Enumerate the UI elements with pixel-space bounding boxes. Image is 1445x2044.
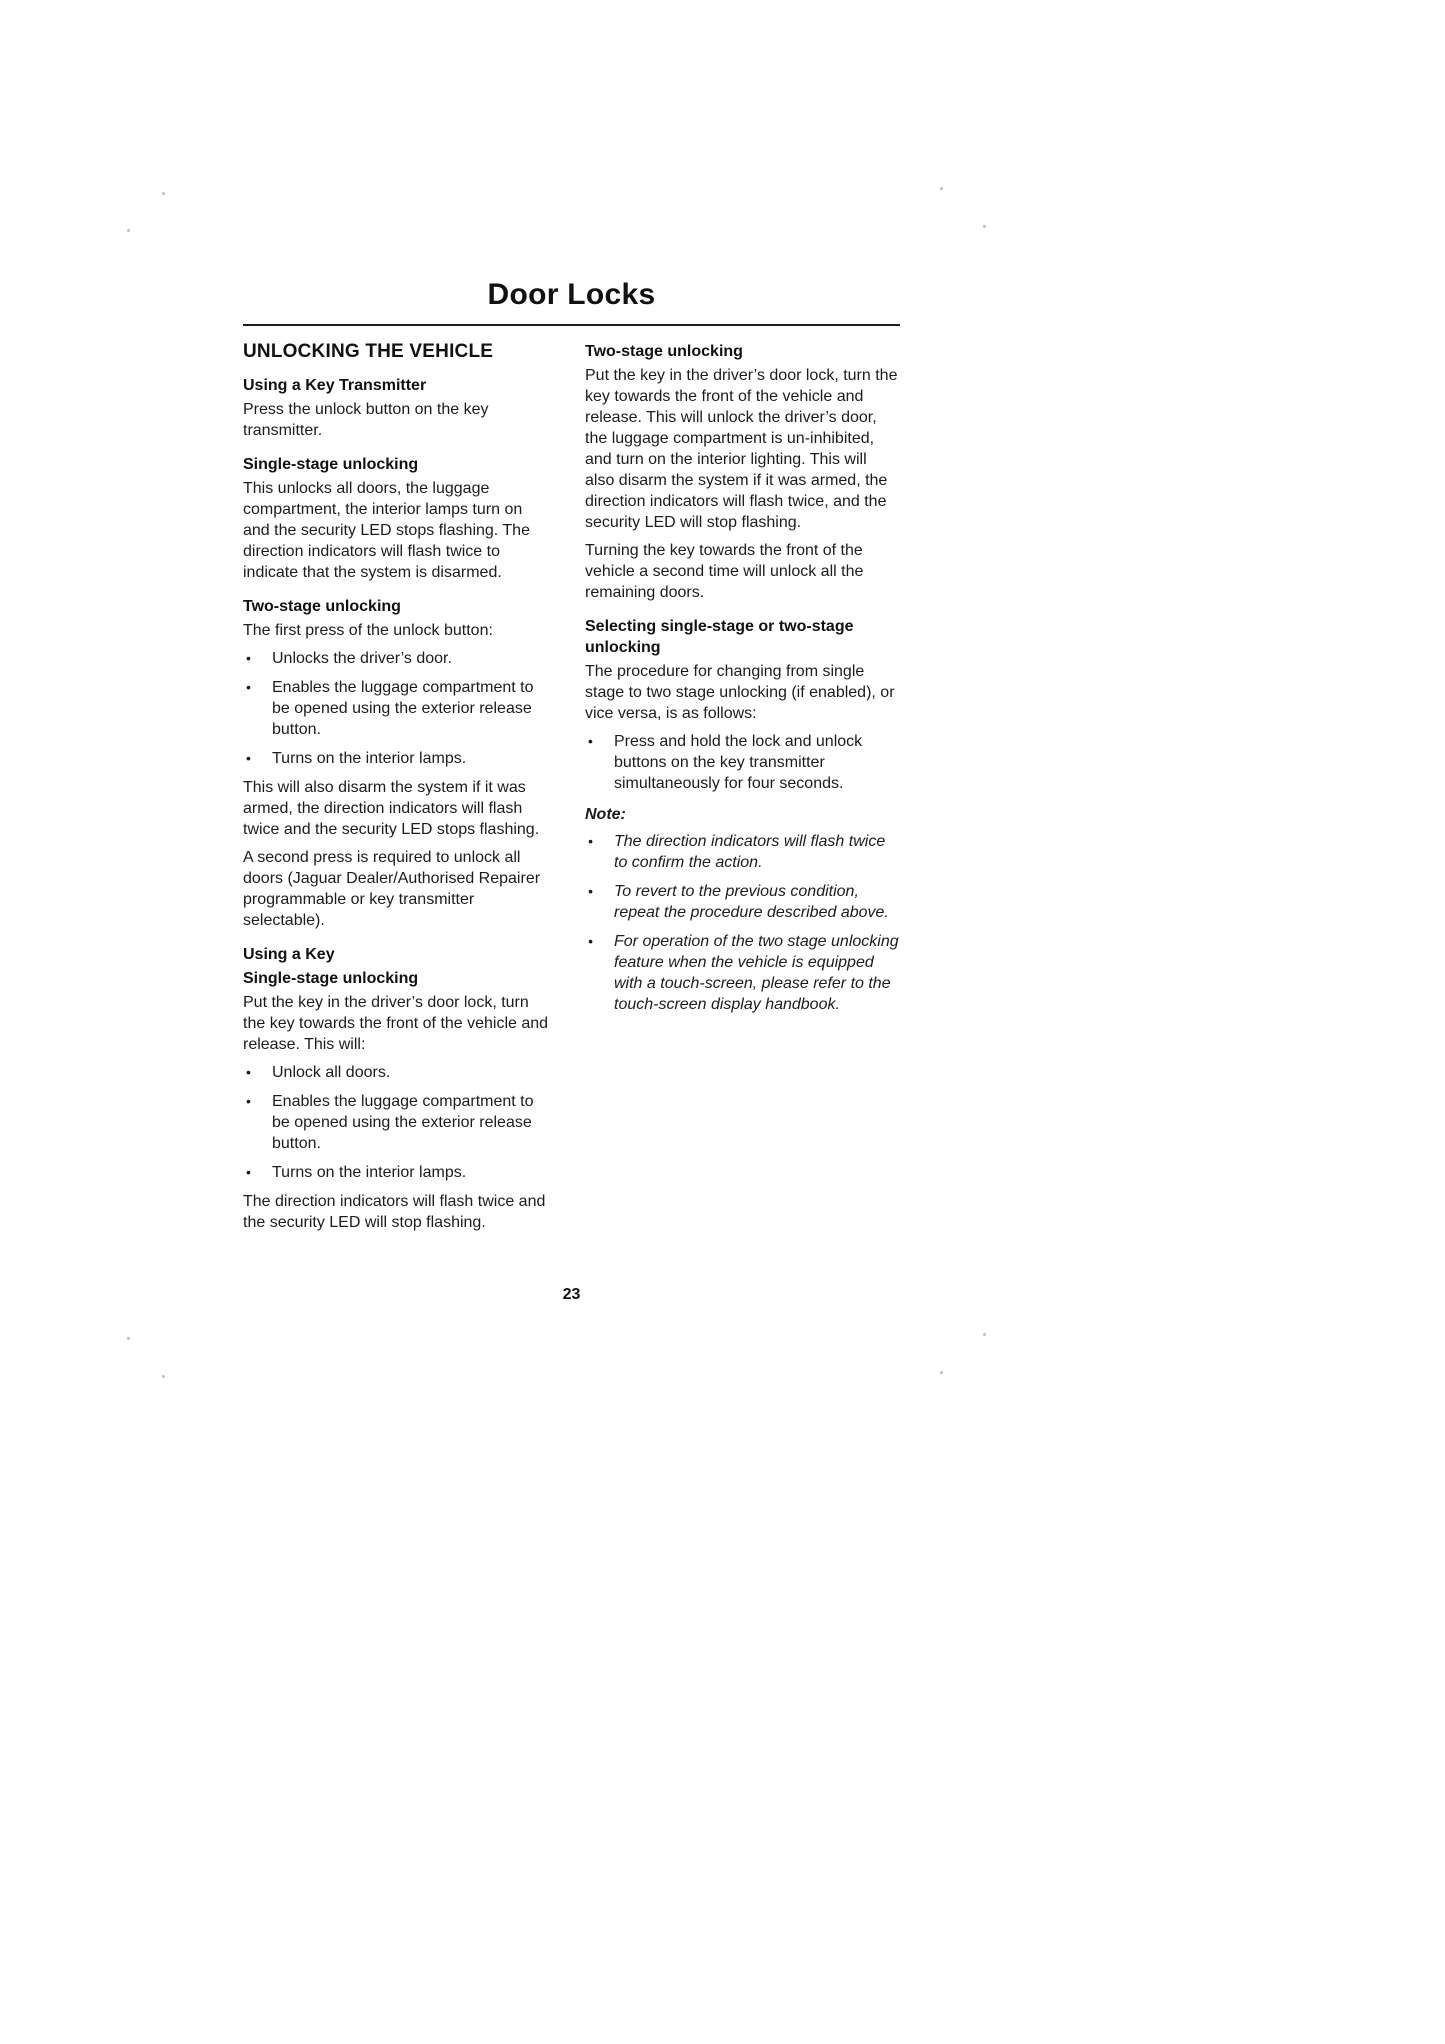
paragraph-key-single-stage: Put the key in the driver’s door lock, turn the key towards the front of the vehicle and release. This will: <box>243 994 549 1053</box>
subheading-using-a-key: Using a Key <box>243 946 335 963</box>
scan-artifact-dot <box>940 1371 943 1374</box>
note-bullet-text: To revert to the previous condition, repeat the procedure described above. <box>614 883 889 921</box>
bullet-text: Press and hold the lock and unlock buttons on the key transmitter simultaneously for four seconds. <box>614 733 863 792</box>
bullet-item <box>585 731 900 794</box>
note-bullet-text: For operation of the two stage unlocking feature when the vehicle is equipped with a touch-screen, please refer to the touch-screen display handbook. <box>614 933 899 1013</box>
page-content <box>243 278 900 1240</box>
subheading-two-stage-unlocking: Two-stage unlocking <box>243 598 401 615</box>
bullet-item <box>243 648 553 669</box>
paragraph-selecting-procedure: The procedure for changing from single stage to two stage unlocking (if enabled), or vice versa, is as follows: <box>585 663 895 722</box>
paragraph-two-stage-key-1: Put the key in the driver’s door lock, turn the key towards the front of the vehicle and release. This will unlock the driver’s door, the luggage compartment is un-inhibited, and turn on the interior lighting. This will also disarm the system if it was armed, the direction indicators will flash twice, and the security LED will stop flashing. <box>585 367 898 531</box>
paragraph-two-stage-key-2: Turning the key towards the front of the vehicle a second time will unlock all the remaining doors. <box>585 542 864 601</box>
scan-artifact-dot <box>162 192 165 195</box>
page-number: 23 <box>562 1286 581 1303</box>
section-heading-unlocking-the-vehicle: UNLOCKING THE VEHICLE <box>243 341 494 362</box>
subheading-selecting-unlocking-mode: Selecting single-stage or two-stage unlocking <box>585 618 854 656</box>
title-rule <box>243 324 900 326</box>
subheading-key-single-stage-unlocking: Single-stage unlocking <box>243 970 419 987</box>
scan-artifact-dot <box>983 1333 986 1336</box>
two-column-layout <box>243 341 900 1240</box>
bullet-icon: • <box>246 1064 251 1080</box>
scan-artifact-dot <box>127 229 130 232</box>
right-column <box>585 341 900 1023</box>
bullet-item <box>243 1091 553 1154</box>
paragraph-two-stage-intro: The first press of the unlock button: <box>243 622 493 639</box>
subheading-two-stage-unlocking-key: Two-stage unlocking <box>585 343 743 360</box>
bullet-item <box>243 1062 553 1083</box>
page-title: Door Locks <box>487 278 656 311</box>
bullet-icon: • <box>246 679 251 695</box>
left-column <box>243 341 553 1240</box>
bullet-icon: • <box>588 733 593 749</box>
bullet-icon: • <box>588 933 593 949</box>
bullet-icon: • <box>246 1164 251 1180</box>
bullet-icon: • <box>246 650 251 666</box>
bullet-icon: • <box>588 883 593 899</box>
note-bullet-item <box>585 831 900 873</box>
paragraph-disarm: This will also disarm the system if it was armed, the direction indicators will flash twice and the security LED stops flashing. <box>243 779 540 838</box>
paragraph-second-press: A second press is required to unlock all doors (Jaguar Dealer/Authorised Repairer programmable or key transmitter selectable). <box>243 849 541 929</box>
bullet-icon: • <box>246 750 251 766</box>
subheading-using-a-key-transmitter: Using a Key Transmitter <box>243 377 427 394</box>
paragraph-indicators: The direction indicators will flash twice and the security LED will stop flashing. <box>243 1193 546 1231</box>
bullet-icon: • <box>246 1093 251 1109</box>
scan-artifact-dot <box>127 1337 130 1340</box>
paragraph-key-transmitter: Press the unlock button on the key transmitter. <box>243 401 489 439</box>
bullet-item <box>243 1162 553 1183</box>
bullet-text: Turns on the interior lamps. <box>272 750 467 767</box>
paragraph-single-stage: This unlocks all doors, the luggage compartment, the interior lamps turn on and the security LED stops flashing. The direction indicators will flash twice to indicate that the system is disarmed. <box>243 480 530 581</box>
bullet-text: Enables the luggage compartment to be opened using the exterior release button. <box>272 679 534 738</box>
bullet-item <box>243 748 553 769</box>
bullet-text: Unlock all doors. <box>272 1064 391 1081</box>
subheading-single-stage-unlocking: Single-stage unlocking <box>243 456 419 473</box>
note-bullet-item <box>585 931 900 1015</box>
note-label: Note: <box>585 806 626 823</box>
scan-artifact-dot <box>983 225 986 228</box>
bullet-text: Enables the luggage compartment to be opened using the exterior release button. <box>272 1093 534 1152</box>
bullet-item <box>243 677 553 740</box>
note-bullet-text: The direction indicators will flash twice to confirm the action. <box>614 833 886 871</box>
bullet-text: Unlocks the driver’s door. <box>272 650 452 667</box>
scan-artifact-dot <box>162 1375 165 1378</box>
scan-artifact-dot <box>940 187 943 190</box>
note-bullet-item <box>585 881 900 923</box>
bullet-icon: • <box>588 833 593 849</box>
note-section <box>585 831 900 1015</box>
bullet-text: Turns on the interior lamps. <box>272 1164 467 1181</box>
